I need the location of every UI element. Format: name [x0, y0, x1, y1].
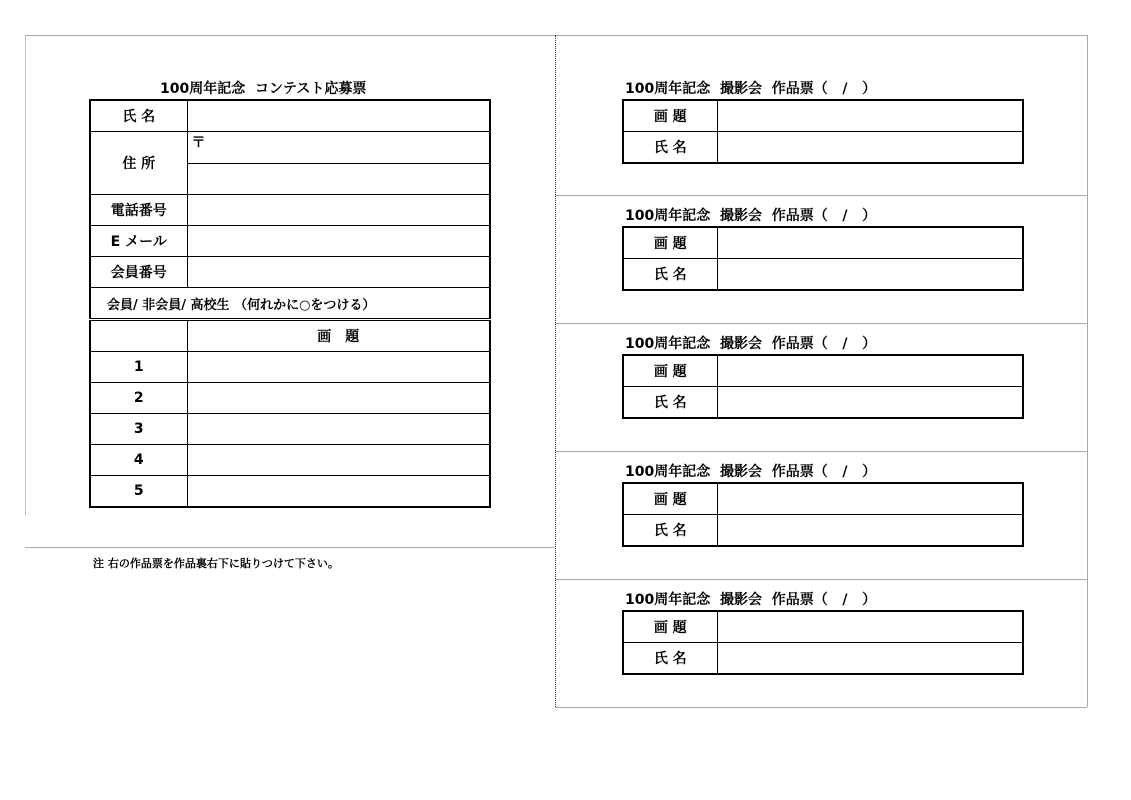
left-section-divider [25, 547, 555, 548]
page-border-top [25, 35, 1087, 36]
ticket-title: 100周年記念 撮影会 作品票（ / ） [625, 208, 877, 224]
work-number: 3 [90, 414, 187, 445]
phone-field[interactable] [187, 195, 490, 226]
number-header [90, 320, 187, 352]
entry-form-table [89, 99, 491, 508]
ticket-title-field[interactable] [717, 611, 1023, 643]
ticket-table [622, 610, 1024, 675]
address-field[interactable] [187, 164, 490, 195]
ticket-title: 100周年記念 撮影会 作品票（ / ） [625, 592, 877, 608]
membership-line[interactable]: 会員/ 非会員/ 高校生 （何れかに○をつける） [90, 288, 490, 320]
page-border-right [1087, 35, 1088, 707]
ticket-name-field[interactable] [717, 643, 1023, 675]
email-label: E メール [90, 226, 187, 257]
work-title-field[interactable] [187, 352, 490, 383]
ticket-title-label: 画 題 [623, 355, 717, 387]
ticket-title-field[interactable] [717, 483, 1023, 515]
entry-form-title: 100周年記念 コンテスト応募票 [160, 81, 367, 97]
ticket-table [622, 226, 1024, 291]
cut-line [555, 35, 556, 707]
work-number: 5 [90, 476, 187, 508]
ticket-title: 100周年記念 撮影会 作品票（ / ） [625, 336, 877, 352]
work-title-field[interactable] [187, 476, 490, 508]
ticket-title-label: 画 題 [623, 100, 717, 132]
ticket-separator [555, 323, 1087, 324]
ticket-title: 100周年記念 撮影会 作品票（ / ） [625, 81, 877, 97]
ticket-separator [555, 451, 1087, 452]
ticket-table [622, 99, 1024, 164]
note-text: 注 右の作品票を作品裏右下に貼りつけて下さい。 [93, 557, 339, 570]
ticket-name-field[interactable] [717, 259, 1023, 291]
ticket-title-field[interactable] [717, 100, 1023, 132]
postal-mark: 〒 [191, 135, 206, 151]
ticket-name-label: 氏 名 [623, 259, 717, 291]
name-field[interactable] [187, 100, 490, 132]
postal-field[interactable] [187, 132, 490, 164]
ticket-title-label: 画 題 [623, 483, 717, 515]
member-no-label: 会員番号 [90, 257, 187, 288]
ticket-table [622, 354, 1024, 419]
page-border-left [25, 35, 26, 515]
name-label: 氏 名 [90, 100, 187, 132]
address-label: 住 所 [90, 132, 187, 195]
ticket-separator [555, 579, 1087, 580]
member-no-field[interactable] [187, 257, 490, 288]
work-title-field[interactable] [187, 445, 490, 476]
ticket-name-label: 氏 名 [623, 515, 717, 547]
work-title-field[interactable] [187, 383, 490, 414]
ticket-name-field[interactable] [717, 132, 1023, 164]
works-header: 画 題 [187, 320, 490, 352]
work-number: 4 [90, 445, 187, 476]
ticket-name-label: 氏 名 [623, 387, 717, 419]
work-title-field[interactable] [187, 414, 490, 445]
ticket-title-field[interactable] [717, 227, 1023, 259]
ticket-name-label: 氏 名 [623, 132, 717, 164]
ticket-title-label: 画 題 [623, 227, 717, 259]
work-number: 2 [90, 383, 187, 414]
page-border-bottom [555, 707, 1087, 708]
ticket-table [622, 482, 1024, 547]
ticket-name-label: 氏 名 [623, 643, 717, 675]
ticket-name-field[interactable] [717, 515, 1023, 547]
ticket-separator [555, 195, 1087, 196]
ticket-title-field[interactable] [717, 355, 1023, 387]
phone-label: 電話番号 [90, 195, 187, 226]
ticket-title-label: 画 題 [623, 611, 717, 643]
work-number: 1 [90, 352, 187, 383]
email-field[interactable] [187, 226, 490, 257]
ticket-name-field[interactable] [717, 387, 1023, 419]
ticket-title: 100周年記念 撮影会 作品票（ / ） [625, 464, 877, 480]
